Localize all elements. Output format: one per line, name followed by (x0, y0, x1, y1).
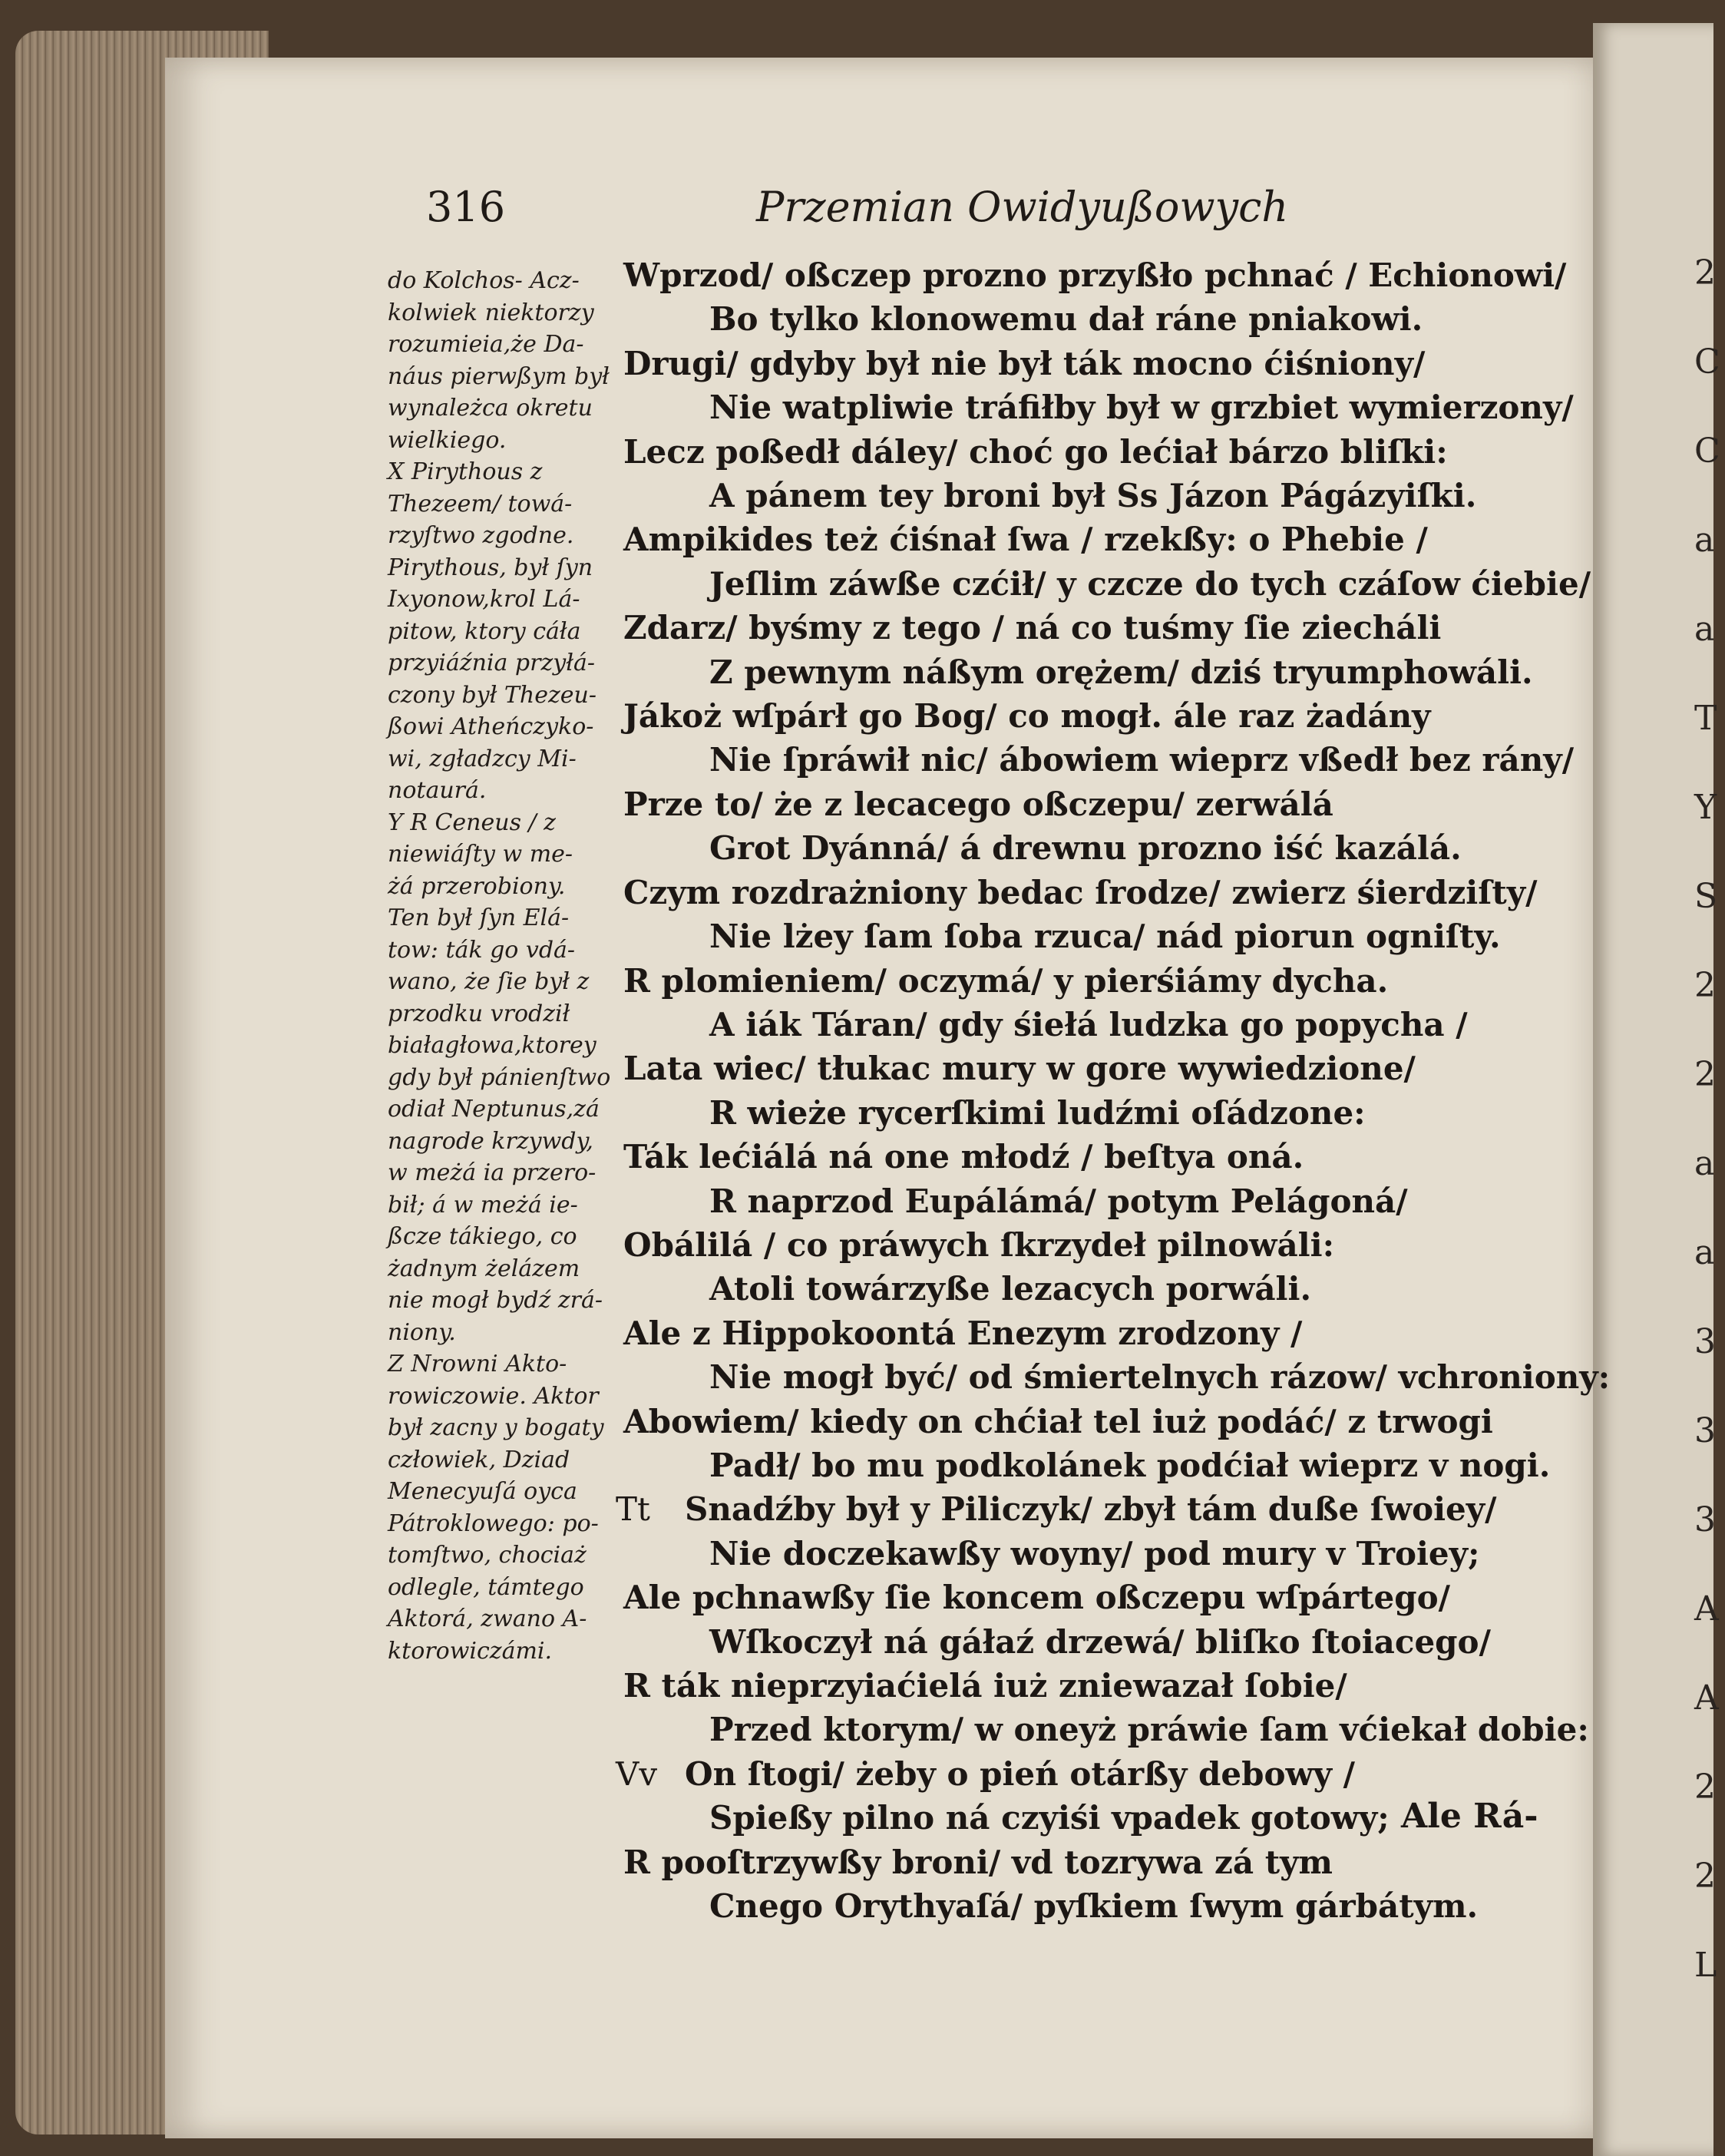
verse-line-text: Ampikides też ćiśnał ſwa / rzekßy: o Phebie / (623, 521, 1428, 559)
verse-line (623, 826, 1545, 870)
verse-line (623, 1179, 1545, 1223)
verse-line (623, 1223, 1545, 1267)
verse-line (623, 782, 1545, 826)
margin-note-line: ktorowiczámi. (388, 1637, 553, 1665)
facing-page-glyph: 2 (1694, 1857, 1716, 1896)
verse-line-text: Jeſlim záwße czćił/ y czcze do tych czáſow ćiebie/ (709, 564, 1591, 603)
verse-line-text: Bo tylko klonowemu dał ráne pniakowi. (709, 300, 1423, 339)
verse-line (623, 430, 1545, 474)
facing-page-glyph: 2 (1694, 253, 1716, 293)
verse-line (623, 1047, 1545, 1090)
verse-line-text: R wieże rycerſkimi ludźmi oſádzone: (709, 1093, 1366, 1132)
margin-note-line: bił; á w meżá ie- (388, 1191, 578, 1219)
margin-note-line: Z Nrowni Akto- (388, 1351, 567, 1377)
verse-line-text: R naprzod Eupálámá/ potym Pelágoná/ (709, 1182, 1408, 1220)
margin-note-line: wi, zgładzcy Mi- (388, 745, 577, 772)
verse-line-text: Nie ſpráwił nic/ ábowiem wieprz vßedł bez rány/ (709, 741, 1575, 779)
verse-line-text: Ale pchnawßy ſie koncem oßczepu wſpártego/ (623, 1579, 1450, 1617)
verse-line (623, 1708, 1589, 1751)
verse-line-text: Wprzod/ oßczep prozno przyßło pchnać / Echionowi/ (623, 256, 1567, 294)
verse-line (623, 738, 1575, 782)
verse-line-text: Ale z Hippokoontá Enezym zrodzony / (623, 1314, 1303, 1352)
margin-note-line: ßowi Atheńczyko- (388, 713, 594, 740)
verse-line-text: A pánem tey broni był Ss Jázon Págázyiſki. (709, 477, 1477, 515)
verse-line (623, 914, 1545, 958)
verse-line (623, 1135, 1545, 1179)
margin-note-line: do Kolchos- Acz- (388, 267, 580, 294)
margin-note-line: tomſtwo, chociaż (388, 1542, 587, 1569)
margin-note-line: był zacny y bogaty (388, 1414, 604, 1441)
verse-line-text: R ták nieprzyiaćielá iuż zniewazał ſobie/ (623, 1667, 1347, 1705)
margin-note-line: odiał Neptunus,zá (388, 1096, 600, 1123)
facing-page-glyph: C (1694, 432, 1720, 471)
verse-line-text: Nie mogł być/ od śmiertelnych rázow/ vchroniony: (709, 1358, 1611, 1397)
facing-page-glyph: 3 (1694, 1322, 1716, 1361)
verse-line-text: Wſkoczył ná gáłaź drzewá/ bliſko ſtoiacego/ (709, 1622, 1491, 1661)
verse-line-text: R pooſtrzywßy broni/ vd tozrywa zá tym (623, 1843, 1333, 1881)
margin-note-line: rozumieia,że Da- (388, 331, 584, 358)
catchword: Ale Rá- (1401, 1797, 1538, 1836)
facing-page-glyph: S (1694, 877, 1718, 916)
verse-line-text: Spießy pilno ná czyiśi vpadek gotowy; (709, 1799, 1390, 1837)
facing-page-glyph: 3 (1694, 1411, 1716, 1450)
verse-line-text: R plomieniem/ oczymá/ y pierśiámy dycha. (623, 961, 1389, 1000)
verse-line-text: Snadźby był y Piliczyk/ zbył tám duße ſwoiey/ (685, 1490, 1497, 1529)
verse-line-text: Przed ktorym/ w oneyż práwie ſam vćiekał dobie: (709, 1711, 1589, 1749)
verse-line-text: Abowiem/ kiedy on chćiał tel iuż podáć/ z trwogi (623, 1402, 1493, 1440)
running-title: Przemian Owidyußowych (756, 183, 1289, 231)
margin-note-line: notaurá. (388, 777, 487, 804)
verse-line (623, 1311, 1545, 1355)
facing-page-glyph: 2 (1694, 966, 1716, 1005)
facing-page-edge (1593, 23, 1720, 2156)
verse-line (623, 1400, 1545, 1443)
margin-note-line: nie mogł bydź zrá- (388, 1287, 603, 1314)
facing-page-glyph: 2 (1694, 1055, 1716, 1094)
verse-line (623, 1003, 1545, 1047)
verse-line (623, 474, 1545, 518)
verse-line-text: Czym rozdrażniony bedac ſrodze/ zwierz śierdziſty/ (623, 873, 1538, 911)
line-marker: Vv (616, 1754, 658, 1793)
verse-line-text: Jákoż wſpárł go Bog/ co mogł. ále raz żadány (623, 697, 1431, 736)
margin-note-line: X Pirythous z (388, 458, 543, 485)
verse-line (623, 1091, 1545, 1135)
margin-note-line: náus pierwßym był (388, 362, 610, 390)
verse-line-text: Padł/ bo mu podkolánek podćiał wieprz v nogi. (709, 1446, 1551, 1484)
facing-page-glyph: T (1694, 699, 1717, 738)
verse-line (623, 297, 1545, 341)
facing-page-glyph: a (1694, 1144, 1715, 1183)
facing-page-glyph: 2 (1694, 1767, 1716, 1807)
verse-line-text: Grot Dyánná/ á drewnu prozno iść kazálá. (709, 829, 1462, 868)
margin-note-line: Menecyuſá oyca (388, 1478, 577, 1505)
margin-note-line: człowiek, Dziad (388, 1446, 570, 1473)
margin-note-line: przodku vrodził (388, 1000, 570, 1027)
margin-note-line: czony był Thezeu- (388, 681, 596, 709)
margin-note-line: żá przerobiony. (388, 872, 566, 900)
verse-line (623, 1355, 1611, 1399)
margin-note-line: Aktorá, zwano A- (388, 1605, 587, 1632)
margin-note-line: Pátroklowego: po- (388, 1510, 599, 1537)
margin-note-line: Y R Ceneus / z (388, 808, 556, 836)
margin-note-line: niewiáſty w me- (388, 841, 573, 868)
verse-line-text: Nie lżey ſam ſoba rzuca/ nád piorun ogniſty. (709, 918, 1501, 956)
margin-note-line: Ten był ſyn Elá- (388, 904, 570, 931)
verse-line (616, 1487, 1545, 1531)
margin-note-line: wynależca okretu (388, 395, 593, 422)
facing-page-glyph: C (1694, 342, 1720, 382)
margin-note-line: gdy był pánienſtwo (388, 1063, 611, 1091)
verse-line-text: Prze to/ że z lecacego oßczepu/ zerwálá (623, 785, 1333, 823)
margin-note-line: odlegle, támtego (388, 1573, 584, 1601)
margin-note-line: rowiczowie. Aktor (388, 1382, 599, 1410)
verse-line-text: Lecz poßedł dáley/ choć go lećiał bárzo bliſki: (623, 432, 1448, 471)
marginal-notes (388, 265, 618, 1667)
margin-note-line: przyiáźnia przyłá- (388, 650, 595, 676)
verse-line (623, 871, 1545, 914)
margin-note-line: tow: ták go vdá- (388, 936, 576, 964)
verse-line (623, 562, 1591, 606)
verse-line-text: Obálilá / co práwych ſkrzydeł pilnowáli: (623, 1225, 1335, 1264)
verse-text (616, 253, 1611, 1928)
margin-note-line: pitow, ktory cáła (388, 617, 581, 645)
facing-page-glyph: a (1694, 610, 1715, 649)
verse-line (616, 1752, 1545, 1796)
facing-page-glyph: Y (1694, 788, 1717, 827)
verse-line (623, 959, 1545, 1003)
verse-line-text: On ſtogi/ żeby o pień otárßy debowy / (685, 1754, 1355, 1793)
margin-note-line: Ixyonow,krol Lá- (388, 586, 580, 613)
margin-note-line: żadnym żelázem (388, 1255, 580, 1282)
verse-line-text: Atoli towárzyße lezacych porwáli. (709, 1270, 1312, 1308)
verse-line-text: Cnego Orythyaſá/ pyſkiem ſwym gárbátym. (709, 1887, 1479, 1926)
verse-line (623, 385, 1574, 429)
verse-line-text: Nie doczekawßy woyny/ pod mury v Troiey; (709, 1534, 1480, 1572)
facing-page-glyph: A (1694, 1589, 1719, 1629)
verse-line-text: Zdarz/ byśmy z tego / ná co tuśmy ſie ziecháli (623, 609, 1442, 647)
verse-line (623, 1620, 1545, 1664)
facing-page-glyph: L (1694, 1946, 1717, 1985)
verse-line-text: Z pewnym náßym orężem/ dziś tryumphowáli. (709, 653, 1533, 691)
verse-line (623, 518, 1545, 561)
margin-note-line: białagłowa,ktorey (388, 1032, 596, 1059)
verse-line (623, 1532, 1545, 1576)
verse-line-text: A iák Táran/ gdy śiełá ludzka go popycha / (709, 1005, 1468, 1043)
page-number: 316 (426, 183, 506, 231)
facing-page-glyph: a (1694, 521, 1715, 560)
verse-line-text: Drugi/ gdyby był nie był ták mocno ćiśniony/ (623, 344, 1426, 382)
verse-line (623, 650, 1545, 694)
margin-note-line: wano, że ſie był z (388, 968, 590, 995)
facing-page-glyph: A (1694, 1678, 1719, 1718)
margin-note-line: w meżá ia przero- (388, 1159, 596, 1186)
verse-line-text: Lata wiec/ tłukac mury w gore wywiedzione/ (623, 1050, 1416, 1088)
margin-note-line: Pirythous, był ſyn (388, 554, 593, 581)
verse-line (623, 1267, 1545, 1311)
margin-note-line: niony. (388, 1318, 456, 1346)
margin-note-line: wielkiego. (388, 426, 507, 454)
verse-line (623, 1443, 1551, 1487)
verse-line (623, 342, 1545, 385)
margin-note-line: ßcze tákiego, co (388, 1223, 577, 1250)
verse-line (623, 253, 1567, 297)
facing-page-glyph: a (1694, 1233, 1715, 1272)
verse-line (623, 606, 1545, 650)
verse-line (623, 1664, 1545, 1708)
margin-note-line: Thezeem/ towá- (388, 490, 573, 518)
verse-line (623, 1576, 1545, 1619)
margin-note-line: nagrode krzywdy, (388, 1127, 593, 1155)
margin-note-line: kolwiek niektorzy (388, 299, 594, 326)
line-marker: Tt (616, 1490, 650, 1529)
verse-line (623, 694, 1545, 738)
margin-note-line: rzyſtwo zgodne. (388, 522, 574, 549)
facing-page-glyph: 3 (1694, 1500, 1716, 1539)
verse-line-text: Ták lećiálá ná one młodź / beſtya oná. (623, 1138, 1304, 1176)
verse-line (623, 1840, 1545, 1884)
verse-line-text: Nie watpliwie tráfiłby był w grzbiet wymierzony/ (709, 389, 1574, 427)
verse-line (623, 1884, 1545, 1928)
